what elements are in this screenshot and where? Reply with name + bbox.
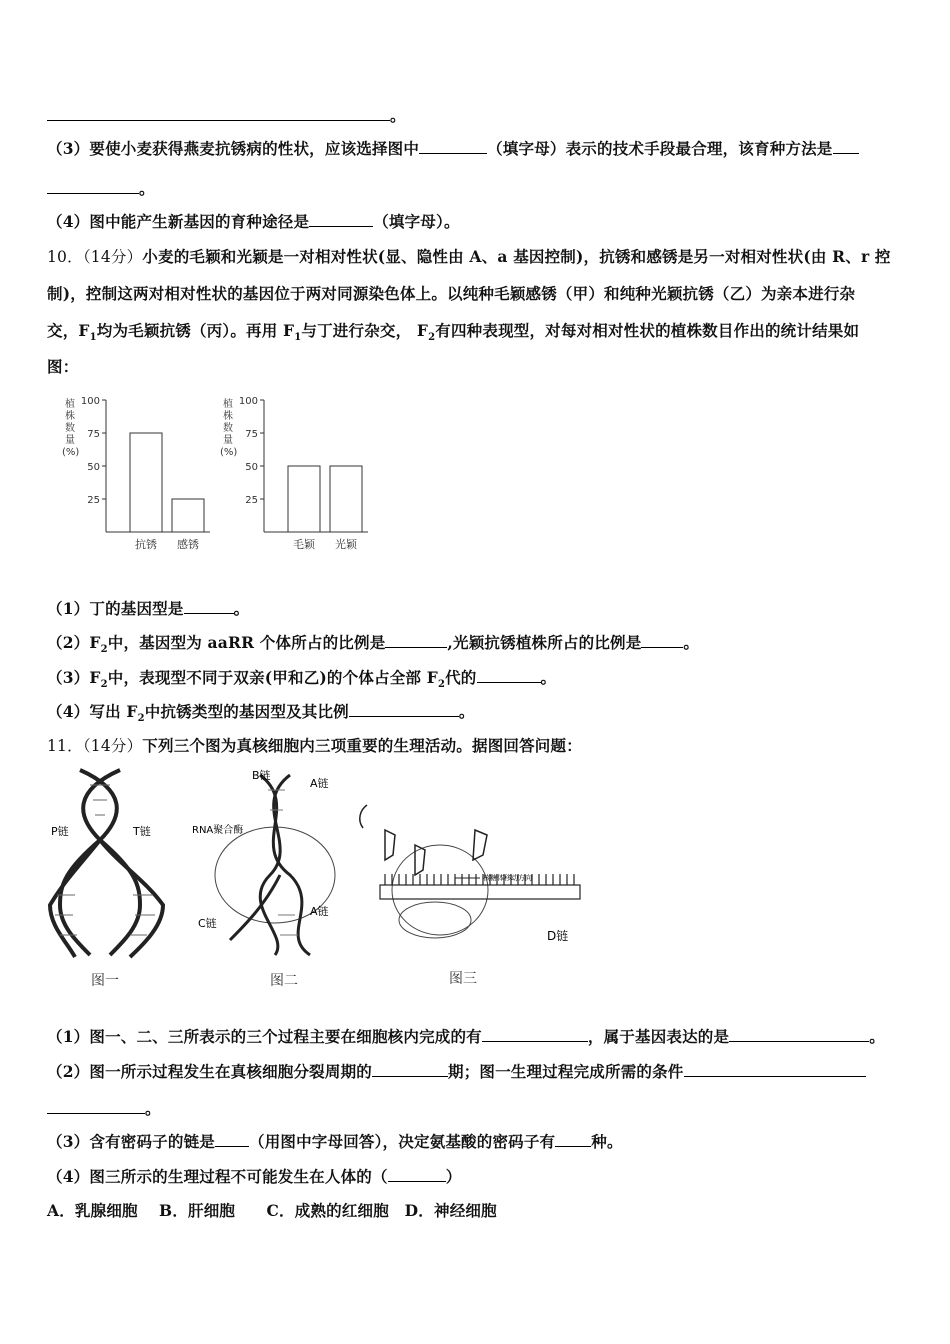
rna-polymerase-label: RNA聚合酶 xyxy=(192,825,244,836)
question-11-4: （4）图三所示的生理过程不可能发生在人体的（ ） xyxy=(47,1167,462,1186)
ribosome-direction-label: 核糖体移动方向 xyxy=(483,874,532,882)
y-axis-label: 植株数量(%) xyxy=(220,399,238,458)
question-number: 11．（14分） xyxy=(47,737,143,755)
t-chain-label: T链 xyxy=(133,825,151,838)
a-chain-label-top: A链 xyxy=(310,777,329,790)
figure-2-transcription xyxy=(190,765,350,960)
bar xyxy=(330,466,362,532)
x-category-label: 抗锈 xyxy=(135,538,157,551)
question-10-3: $(3)F_2$中，表现型不同于双亲(甲和乙)的个体占全部 $F_2$代的 。 xyxy=(47,668,557,691)
answer-blank[interactable] xyxy=(833,139,859,154)
figure-3-caption: 图三 xyxy=(449,971,477,987)
y-tick-label: 100 xyxy=(80,396,100,407)
answer-blank[interactable] xyxy=(555,1132,591,1147)
question-10-line-1: 10．（14分）小麦的毛颖和光颖是一对相对性状(显、隐性由 A、a 基因控制)，抗锈和感锈是另一对相对性状(由 R、r 控 xyxy=(47,247,891,266)
question-9-3-cont: 。 xyxy=(47,177,155,199)
answer-blank[interactable] xyxy=(482,1027,588,1042)
question-11-2: （2）图一所示过程发生在真核细胞分裂周期的 期；图一生理过程完成所需的条件 xyxy=(47,1060,866,1082)
answer-blank[interactable] xyxy=(641,633,683,648)
answer-blank[interactable] xyxy=(388,1167,446,1182)
question-11-3: （3）含有密码子的链是 （用图中字母回答），决定氨基酸的密码子有 种。 xyxy=(47,1132,623,1151)
answer-blank[interactable] xyxy=(309,212,373,227)
question-10-line-3: 交，$F_1$均为毛颖抗锈（丙）。再用 $F_1$与丁进行杂交， $F_2$有四种表现型，对每对相对性状的植株数目作出的统计结果如 xyxy=(47,321,860,344)
question-10-line-2: 制)，控制这两对相对性状的基因位于两对同源染色体上。以纯种毛颖感锈（甲）和纯种光颖抗锈（乙）为亲本进行杂 xyxy=(47,284,856,303)
figure-3-translation xyxy=(355,790,585,950)
x-category-label: 光颖 xyxy=(335,538,357,551)
answer-blank[interactable] xyxy=(477,668,541,683)
question-11-options: A．乳腺细胞 B．肝细胞 C．成熟的红细胞 D．神经细胞 xyxy=(47,1201,497,1220)
question-9-3: （3）要使小麦获得燕麦抗锈病的性状，应该选择图中 （填字母）表示的技术手段最合理，该育种方法是 xyxy=(47,137,859,159)
x-category-label: 感锈 xyxy=(177,538,199,551)
question-9-4: （4）图中能产生新基因的育种途径是 （填字母）。 xyxy=(47,212,460,231)
y-axis-label: 植株数量(%) xyxy=(62,399,80,458)
y-tick-label: 25 xyxy=(87,495,100,506)
answer-blank[interactable] xyxy=(419,139,487,154)
y-tick-label: 50 xyxy=(245,462,258,473)
x-category-label: 毛颖 xyxy=(293,538,315,551)
prev-answer-line: 。 xyxy=(47,104,406,126)
answer-blank[interactable] xyxy=(349,702,459,717)
answer-blank[interactable] xyxy=(215,1132,249,1147)
question-11-2-cont: 。 xyxy=(47,1097,161,1119)
answer-blank[interactable] xyxy=(684,1062,866,1077)
bar xyxy=(130,433,162,532)
question-10-line-4: 图： xyxy=(47,357,79,376)
d-chain-label: D链 xyxy=(547,929,569,943)
y-tick-label: 25 xyxy=(245,495,258,506)
p-chain-label: P链 xyxy=(51,825,69,838)
c-chain-label: C链 xyxy=(198,917,217,930)
bar xyxy=(172,499,204,532)
y-tick-label: 100 xyxy=(238,396,258,407)
question-11-line-1: 11．（14分）下列三个图为真核细胞内三项重要的生理活动。据图回答问题： xyxy=(47,736,582,755)
bar xyxy=(288,466,320,532)
figure-2-caption: 图二 xyxy=(270,973,298,989)
figure-1-caption: 图一 xyxy=(91,973,119,989)
bar-chart-rust-resistance xyxy=(60,392,220,557)
answer-blank[interactable] xyxy=(47,179,139,194)
question-10-1: （1）丁的基因型是 。 xyxy=(47,599,250,618)
b-chain-label: B链 xyxy=(252,769,271,782)
question-10-4: （4）写出 $F_2$中抗锈类型的基因型及其比例 。 xyxy=(47,702,475,725)
answer-blank[interactable] xyxy=(184,599,234,614)
answer-blank[interactable] xyxy=(372,1062,448,1077)
question-11-1: （1）图一、二、三所表示的三个过程主要在细胞核内完成的有 ，属于基因表达的是 。 xyxy=(47,1027,885,1046)
question-10-2: $(2)F_2$中，基因型为 aaRR 个体所占的比例是 ,光颖抗锈植株所占的比例是 。 xyxy=(47,633,700,656)
question-number: 10．（14分） xyxy=(47,248,143,266)
a-chain-label-bottom: A链 xyxy=(310,905,329,918)
answer-blank[interactable] xyxy=(729,1027,869,1042)
y-tick-label: 75 xyxy=(245,429,258,440)
y-tick-label: 50 xyxy=(87,462,100,473)
answer-blank[interactable] xyxy=(385,633,447,648)
figure-1-dna-replication xyxy=(45,765,175,960)
answer-blank[interactable] xyxy=(47,1099,145,1114)
y-tick-label: 75 xyxy=(87,429,100,440)
bar-chart-glume-type xyxy=(218,392,378,557)
answer-blank[interactable] xyxy=(47,106,390,121)
